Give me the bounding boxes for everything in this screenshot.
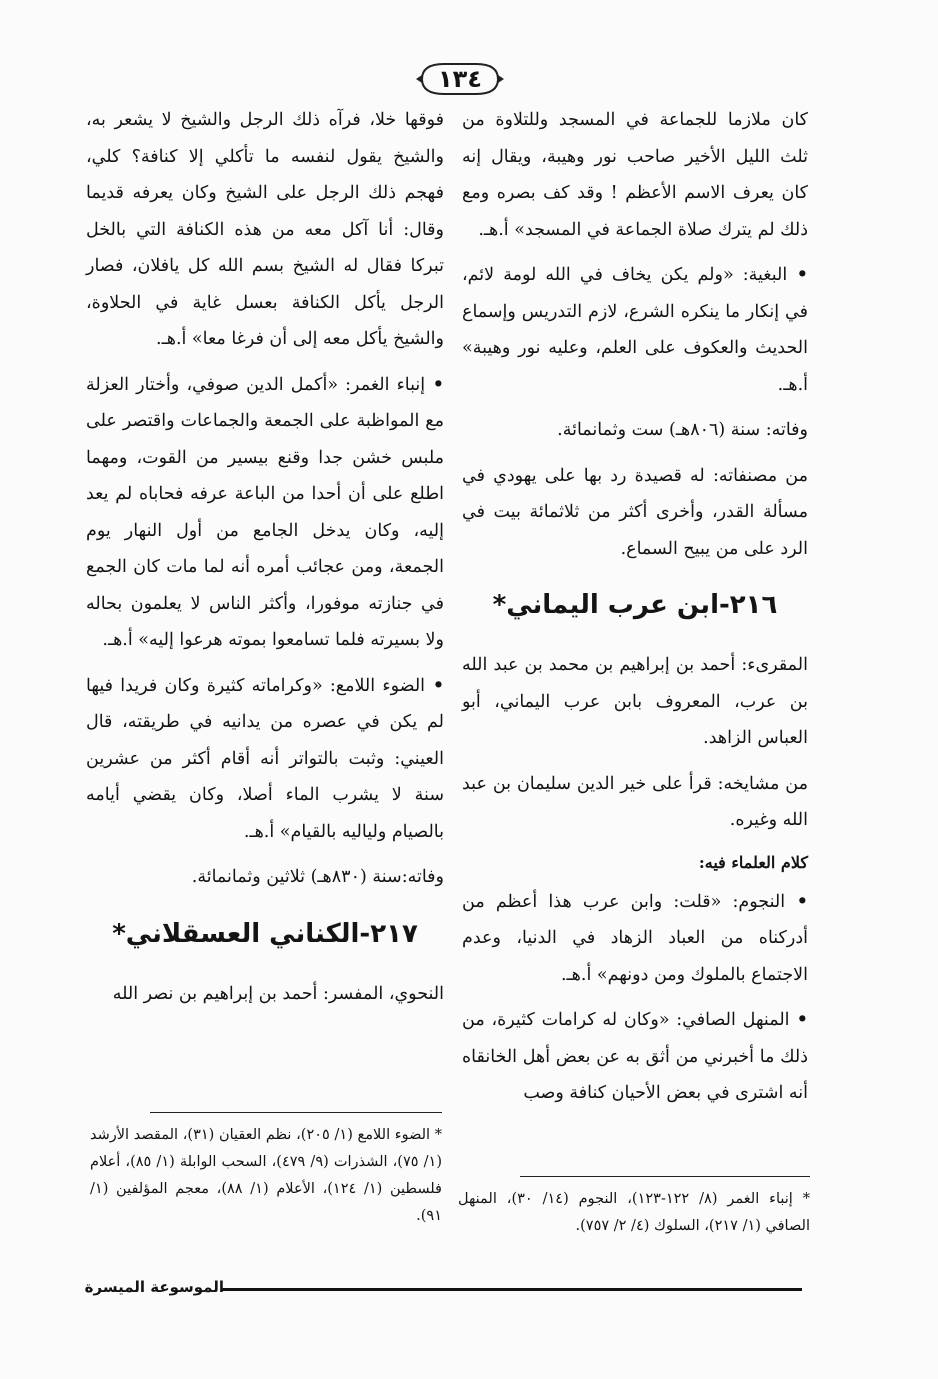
entry-216-title: ٢١٦-ابن عرب اليماني* <box>492 590 778 620</box>
bullet-icon: • <box>787 265 808 285</box>
footer-brand: الموسوعة الميسرة <box>84 1278 224 1296</box>
footnote-right: * إنباء الغمر (٨/ ١٢٢-١٢٣)، النجوم (١٤/ ٣٠)، المنهل الصافي (١/ ٢١٧)، السلوك (٤/ ٢/ ٧٥٧). <box>458 1191 810 1234</box>
footer-rule <box>222 1288 802 1291</box>
death-date: وفاته: سنة (٨٠٦هـ) ست وثمانمائة. <box>557 420 808 440</box>
bullet-icon: • <box>425 675 445 696</box>
paragraph-daw: • الضوء اللامع: «وكراماته كثيرة وكان فريدا فيها لم يكن في عصره من يدانيه في طريقته، قال العيني: وثبت بالتواتر أنه أقام أكثر من عشرين سنة لا يشرب الماء أصلا، وكان يقضي أيامه بالصيام ولياليه بالقيام» أ.هـ. <box>86 675 445 842</box>
entry-216-nujum: • النجوم: «قلت: وابن عرب هذا أعظم من أدركناه من العباد الزهاد في الدنيا، وعدم الاجتماع بالملوك ومن دونهم» أ.هـ. <box>462 891 808 985</box>
entry-216-bio: المقرىء: أحمد بن إبراهيم بن محمد بن عبد الله بن عرب، المعروف بابن عرب اليماني، أبو العباس الزاهد. <box>462 655 808 748</box>
entry-217-bio: النحوي، المفسر: أحمد بن إبراهيم بن نصر الله <box>112 983 444 1004</box>
page-number: ١٣٤ <box>438 65 482 93</box>
scholars-heading: كلام العلماء فيه: <box>698 852 808 872</box>
bullet-icon: • <box>785 891 808 912</box>
bullet-icon: • <box>789 1010 808 1030</box>
entry-216-manhal: • المنهل الصافي: «وكان له كرامات كثيرة، من ذلك ما أخبرني من أثق به عن بعض أهل الخانقاه أنه اشترى في بعض الأحيان كنافة وصب <box>462 1010 808 1103</box>
paragraph-inbaa: • إنباء الغمر: «أكمل الدين صوفي، وأختار العزلة مع المواظبة على الجمعة والجماعات واقتصر على ملبس خشن جدا وقنع بيسير من القوت، ومهما اطلع على أن أحدا من الباعة عرفه فحاباه لم يعد إليه، وكان يدخل الجامع من أول النهار يوم الجمعة، ومن عجائب أمره أنه لما مات كان الجمع في جنازته موفورا، وأكثر الناس لا يعلمون بحاله ولا بسيرته فلما تسامعوا بموته هرعوا إليه» أ.هـ. <box>86 374 444 650</box>
works: من مصنفاته: له قصيدة رد بها على يهودي في مسألة القدر، وأخرى أكثر من ثلاثمائة بيت في الرد على من يبيح السماع. <box>462 465 808 559</box>
footnote-rule-left <box>150 1112 442 1113</box>
right-column <box>462 102 808 1121</box>
paragraph: كان ملازما للجماعة في المسجد وللتلاوة من ثلث الليل الأخير صاحب نور وهيبة، ويقال إنه كان يعرف الاسم الأعظم ! وقد كف بصره ومع ذلك لم يترك صلاة الجماعة في المسجد» أ.هـ. <box>462 110 808 240</box>
bullet-icon: • <box>425 374 444 395</box>
entry-217-title: ٢١٧-الكناني العسقلاني* <box>112 918 418 949</box>
paragraph-continuation: فوقها خلا، فرآه ذلك الرجل والشيخ لا يشعر به، والشيخ يقول لنفسه ما تأكلي إلا كنافة؟ كلي، فهجم ذلك الرجل على الشيخ وكان يعرفه قديما وقال: أنا آكل معه من هذه الكنافة التي بالخل تبركا فقال له الشيخ بسم الله كل يافلان، فصار الرجل يأكل الكنافة بعسل غاية في الحلاوة، والشيخ يأكل معه إلى أن فرغا معا» أ.هـ. <box>86 110 444 349</box>
footnote-left: * الضوء اللامع (١/ ٢٠٥)، نظم العقيان (٣١)، المقصد الأرشد (١/ ٧٥)، الشذرات (٩/ ٤٧٩)، السحب الوابلة (١/ ٨٥)، أعلام فلسطين (١/ ١٢٤)، الأعلام (١/ ٨٨)، معجم المؤلفين (١/ ٩١). <box>90 1127 443 1224</box>
death-date: وفاته:سنة (٨٣٠هـ) ثلاثين وثمانمائة. <box>191 867 444 887</box>
footnote-rule-right <box>520 1176 810 1177</box>
paragraph-bughya: • البغية: «ولم يكن يخاف في الله لومة لائم، في إنكار ما ينكره الشرع، لازم التدريس وإسماع الحديث والعكوف على العلم، وعليه نور وهيبة» أ.هـ. <box>462 265 808 395</box>
left-column <box>86 102 444 1021</box>
entry-216-teachers: من مشايخه: قرأ على خير الدين سليمان بن عبد الله وغيره. <box>462 773 808 830</box>
